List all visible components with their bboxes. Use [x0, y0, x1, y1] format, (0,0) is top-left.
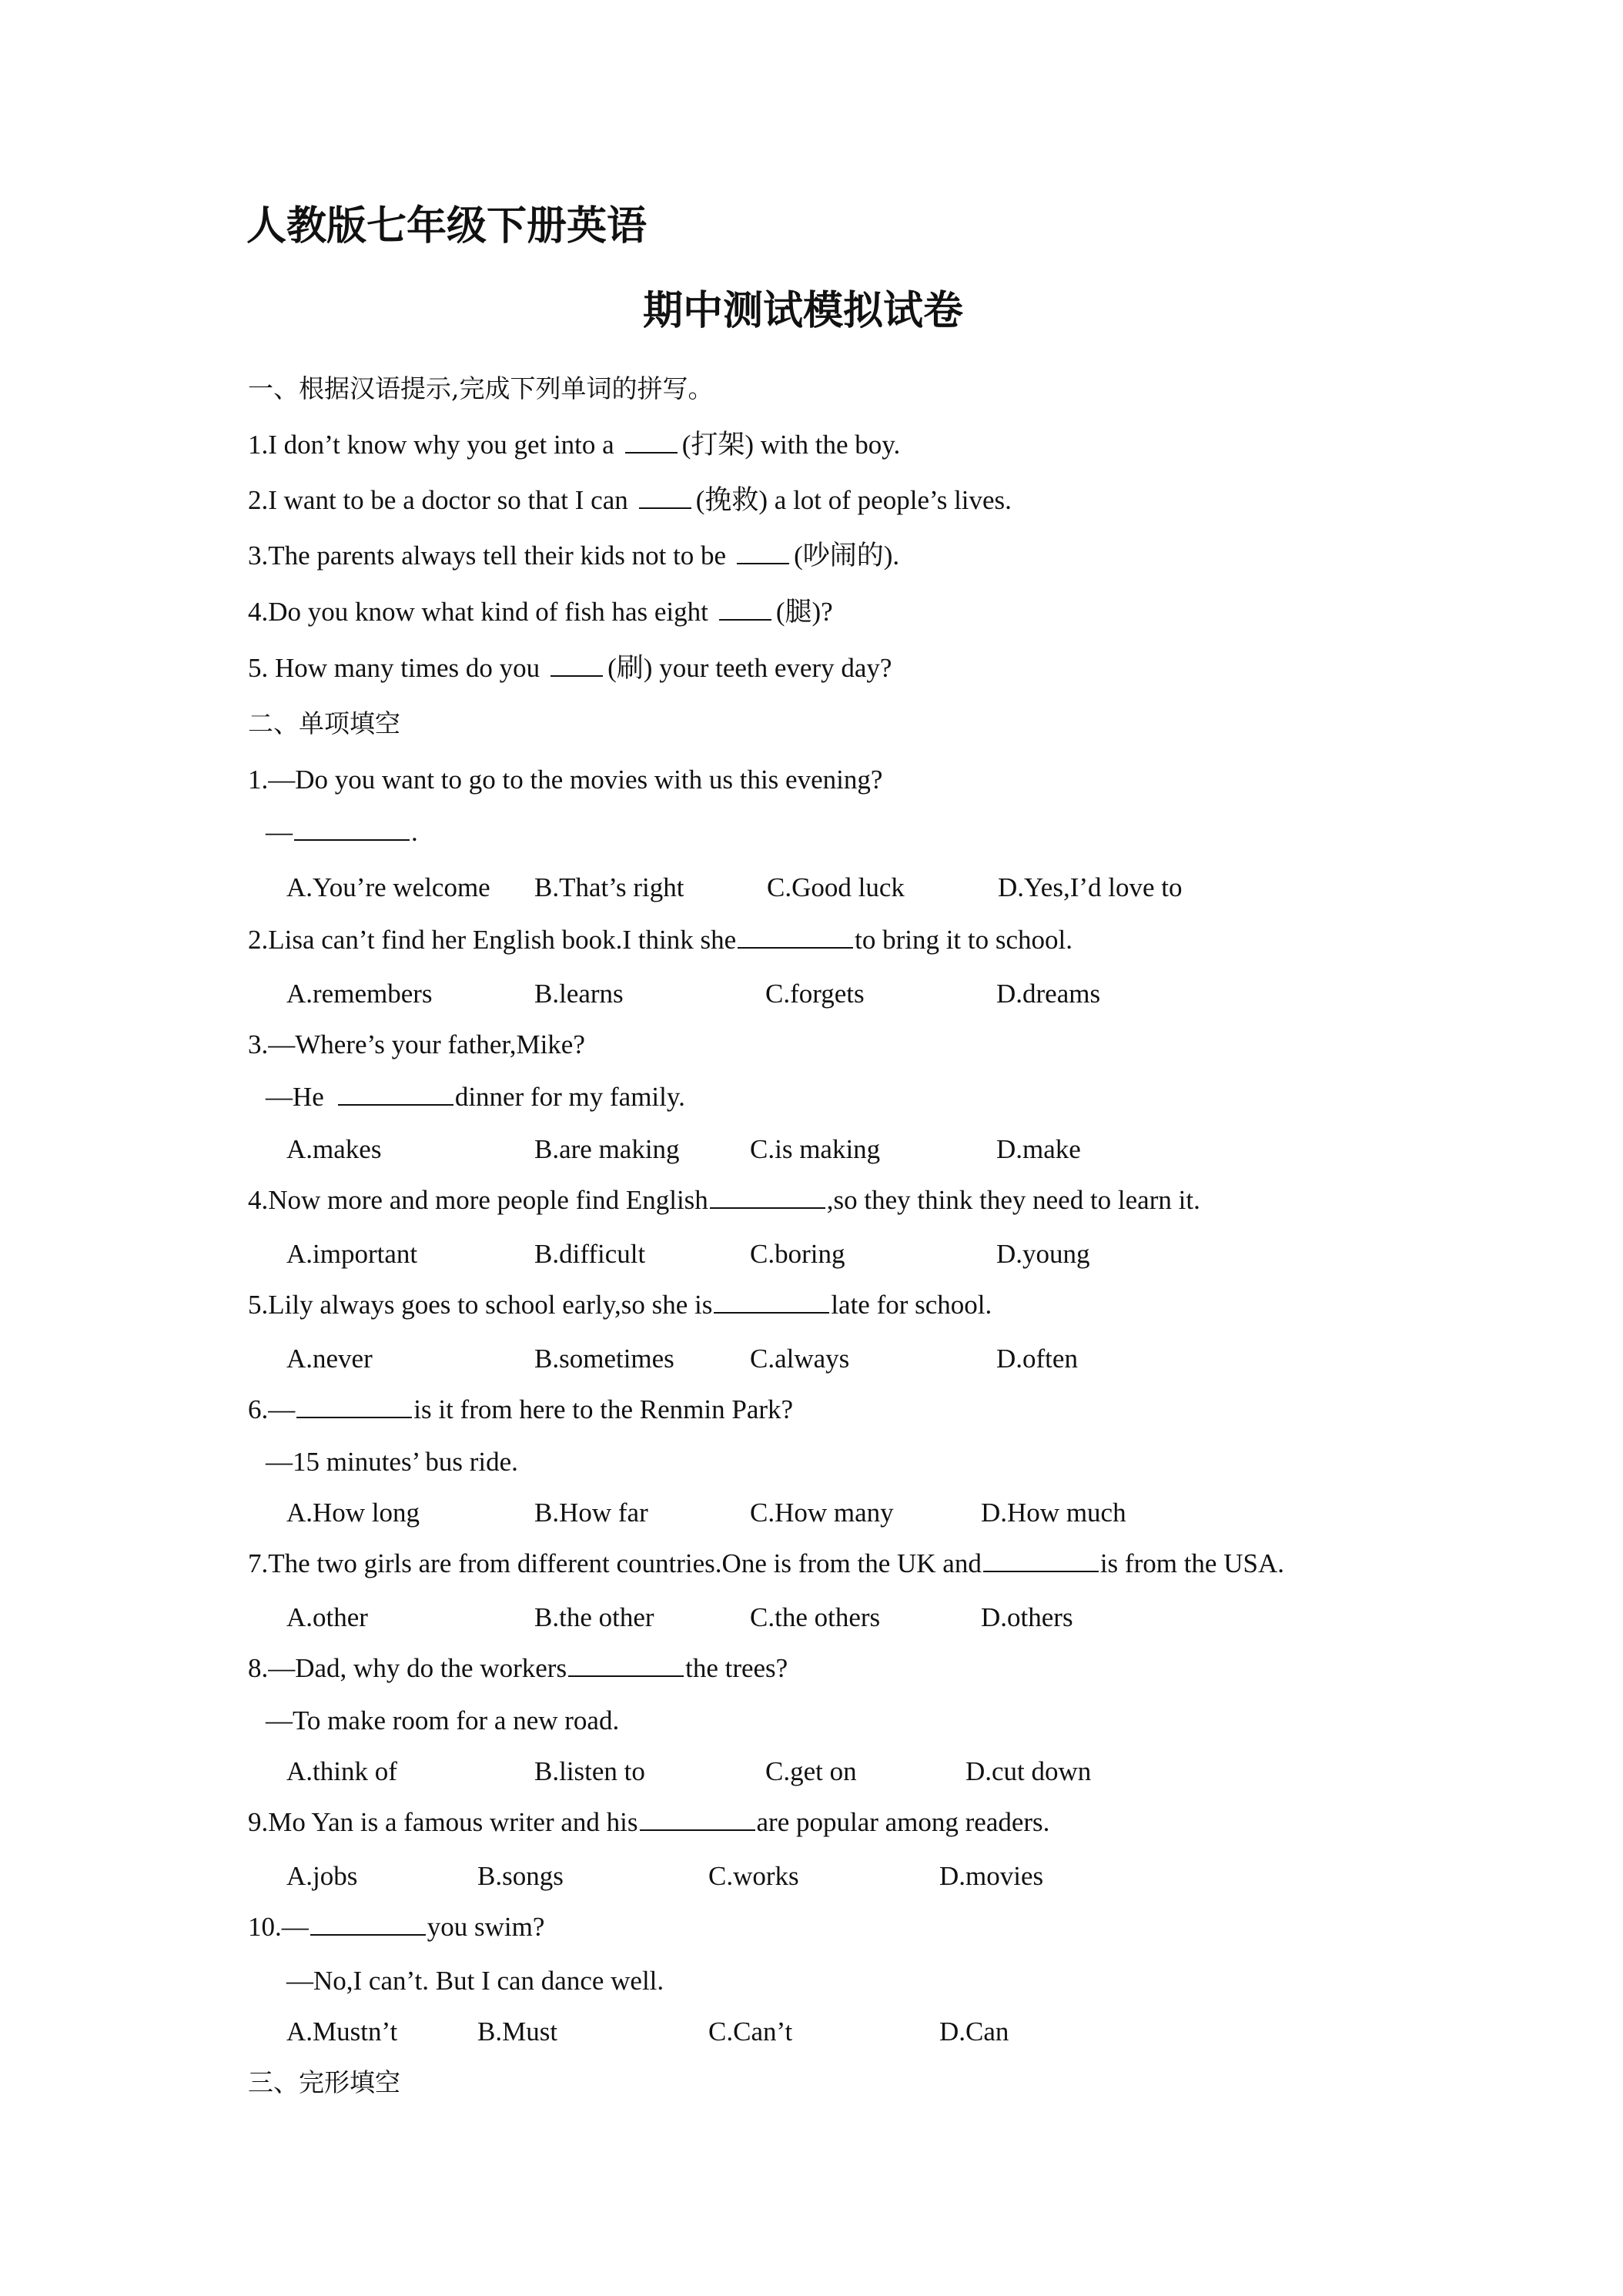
- question-9-stem: 9.Mo Yan is a famous writer and his are popular among readers.: [248, 1805, 1049, 1840]
- option-b: B.songs: [477, 1861, 564, 1891]
- answer-blank: [983, 1546, 1099, 1572]
- option-d: D.young: [996, 1239, 1090, 1269]
- option-d: D.often: [996, 1344, 1078, 1374]
- option-b: B.How far: [534, 1498, 648, 1528]
- section-3-heading: 三、完形填空: [248, 2067, 400, 2097]
- question-5-options: [286, 1341, 1364, 1377]
- option-b: B.the other: [534, 1602, 654, 1632]
- option-d: D.Can: [939, 2017, 1009, 2047]
- option-a: A.makes: [286, 1134, 382, 1164]
- option-d: D.others: [981, 1602, 1073, 1632]
- option-c: C.forgets: [765, 979, 865, 1009]
- question-4-stem: 4.Now more and more people find English ,so they think they need to learn it.: [248, 1183, 1200, 1218]
- spelling-item-5: 5. How many times do you (刷) your teeth every day?: [248, 651, 892, 686]
- answer-blank: [640, 1805, 755, 1831]
- question-7-stem: 7.The two girls are from different countries.One is from the UK and is from the USA.: [248, 1546, 1284, 1581]
- question-6-stem: 6.— is it from here to the Renmin Park?: [248, 1392, 793, 1427]
- question-10-reply: —No,I can’t. But I can dance well.: [286, 1966, 664, 1996]
- exam-subtitle: 期中测试模拟试卷: [643, 287, 964, 334]
- option-b: B.are making: [534, 1134, 680, 1164]
- option-a: A.Mustn’t: [286, 2017, 398, 2047]
- question-2-options: [286, 976, 1364, 1012]
- option-b: B.difficult: [534, 1239, 646, 1269]
- exam-title: 人教版七年级下册英语: [246, 202, 648, 249]
- option-c: C.the others: [750, 1602, 881, 1632]
- spelling-item-3: 3.The parents always tell their kids not to be (吵闹的).: [248, 538, 899, 574]
- question-8-stem: 8.—Dad, why do the workers the trees?: [248, 1651, 788, 1686]
- option-d: D.movies: [939, 1861, 1044, 1891]
- answer-blank: [568, 1651, 684, 1677]
- option-b: B.Must: [477, 2017, 558, 2047]
- option-a: A.You’re welcome: [286, 872, 490, 902]
- option-d: D.dreams: [996, 979, 1101, 1009]
- option-c: C.Good luck: [767, 872, 905, 902]
- option-d: D.cut down: [965, 1756, 1092, 1786]
- option-b: B.learns: [534, 979, 624, 1009]
- question-6-reply: —15 minutes’ bus ride.: [266, 1447, 518, 1477]
- option-a: A.important: [286, 1239, 418, 1269]
- question-3-stem: 3.—Where’s your father,Mike?: [248, 1029, 585, 1059]
- answer-blank: [294, 815, 410, 841]
- option-a: A.think of: [286, 1756, 397, 1786]
- answer-blank: [710, 1183, 825, 1209]
- question-2-stem: 2.Lisa can’t find her English book.I think she to bring it to school.: [248, 922, 1073, 958]
- option-a: A.jobs: [286, 1861, 358, 1891]
- answer-blank: [338, 1079, 453, 1106]
- section-2-heading: 二、单项填空: [248, 708, 400, 738]
- question-3-options: [286, 1132, 1364, 1167]
- section-1-heading: 一、根据汉语提示,完成下列单词的拼写。: [248, 373, 714, 403]
- option-c: C.boring: [750, 1239, 845, 1269]
- answer-blank: [625, 427, 678, 454]
- question-1-reply: — .: [266, 815, 418, 850]
- option-a: A.never: [286, 1344, 373, 1374]
- answer-blank: [738, 922, 853, 949]
- option-c: C.always: [750, 1344, 850, 1374]
- option-d: D.How much: [981, 1498, 1126, 1528]
- option-b: B.That’s right: [534, 872, 684, 902]
- question-5-stem: 5.Lily always goes to school early,so she is late for school.: [248, 1287, 992, 1323]
- option-a: A.remembers: [286, 979, 433, 1009]
- answer-blank: [639, 483, 691, 509]
- spelling-item-2: 2.I want to be a doctor so that I can (挽救) a lot of people’s lives.: [248, 483, 1012, 518]
- question-1-options: [286, 870, 1364, 905]
- option-c: C.works: [708, 1861, 799, 1891]
- option-a: A.other: [286, 1602, 368, 1632]
- option-d: D.make: [996, 1134, 1081, 1164]
- question-9-options: [286, 1859, 1364, 1894]
- answer-blank: [714, 1287, 829, 1314]
- question-4-options: [286, 1237, 1364, 1272]
- option-d: D.Yes,I’d love to: [998, 872, 1183, 902]
- option-c: C.Can’t: [708, 2017, 793, 2047]
- option-c: C.How many: [750, 1498, 894, 1528]
- option-a: A.How long: [286, 1498, 420, 1528]
- answer-blank: [719, 594, 771, 621]
- question-10-options: [286, 2014, 1364, 2050]
- answer-blank: [550, 651, 603, 677]
- question-8-reply: —To make room for a new road.: [266, 1705, 620, 1735]
- option-c: C.is making: [750, 1134, 881, 1164]
- answer-blank: [310, 1909, 426, 1936]
- spelling-item-1: 1.I don’t know why you get into a (打架) with the boy.: [248, 427, 900, 463]
- question-6-options: [286, 1495, 1364, 1531]
- question-3-reply: —He dinner for my family.: [266, 1079, 685, 1115]
- question-7-options: [286, 1600, 1364, 1635]
- question-1-stem: 1.—Do you want to go to the movies with us this evening?: [248, 765, 883, 795]
- option-b: B.listen to: [534, 1756, 645, 1786]
- answer-blank: [296, 1392, 412, 1418]
- option-b: B.sometimes: [534, 1344, 674, 1374]
- question-8-options: [286, 1754, 1364, 1789]
- answer-blank: [737, 538, 789, 564]
- option-c: C.get on: [765, 1756, 857, 1786]
- question-10-stem: 10.— you swim?: [248, 1909, 544, 1945]
- spelling-item-4: 4.Do you know what kind of fish has eight (腿)?: [248, 594, 833, 630]
